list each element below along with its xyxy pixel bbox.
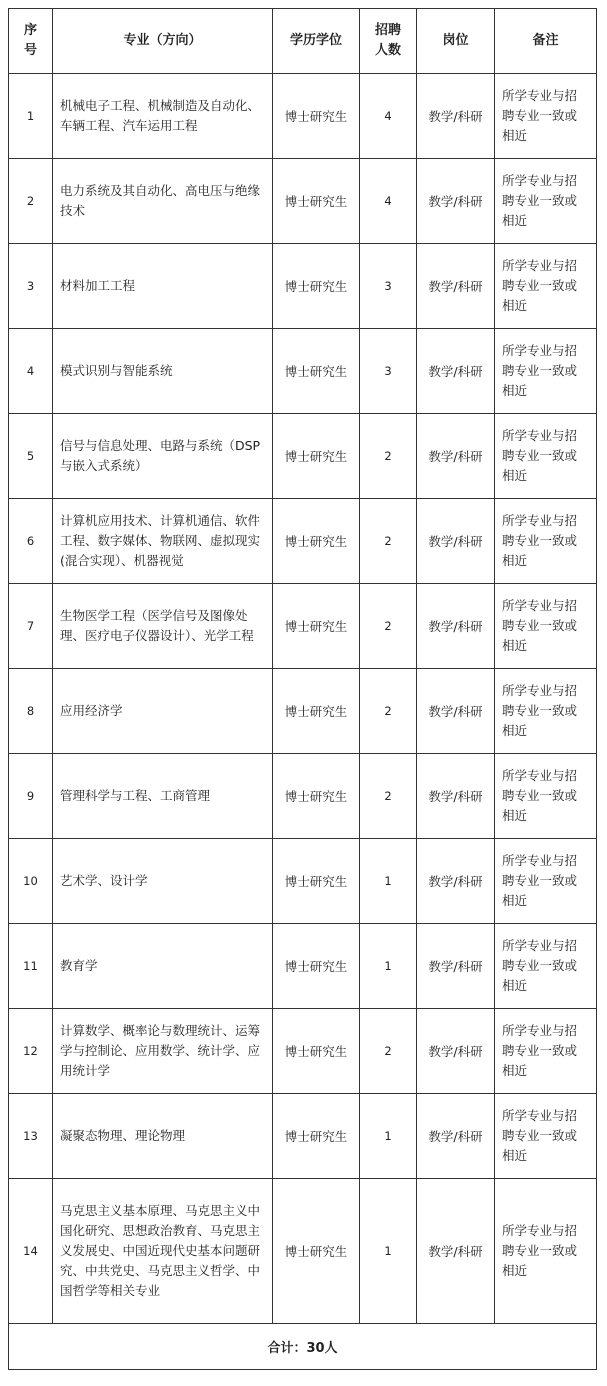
row-degree: 博士研究生	[273, 1094, 360, 1179]
row-count: 2	[360, 499, 417, 584]
row-number: 7	[9, 584, 53, 669]
header-post: 岗位	[417, 9, 495, 74]
row-post: 教学/科研	[417, 1179, 495, 1324]
row-count: 2	[360, 754, 417, 839]
row-note: 所学专业与招聘专业一致或相近	[495, 74, 597, 159]
row-note: 所学专业与招聘专业一致或相近	[495, 754, 597, 839]
row-major: 计算数学、概率论与数理统计、运筹学与控制论、应用数学、统计学、应用统计学	[53, 1009, 273, 1094]
row-note: 所学专业与招聘专业一致或相近	[495, 244, 597, 329]
total-row: 合计：30人	[9, 1324, 597, 1370]
row-major: 管理科学与工程、工商管理	[53, 754, 273, 839]
row-note: 所学专业与招聘专业一致或相近	[495, 1179, 597, 1324]
row-number: 1	[9, 74, 53, 159]
row-degree: 博士研究生	[273, 499, 360, 584]
table-row	[9, 924, 597, 1009]
row-count: 2	[360, 414, 417, 499]
row-degree: 博士研究生	[273, 1009, 360, 1094]
row-major: 计算机应用技术、计算机通信、软件工程、数字媒体、物联网、虚拟现实(混合实现）、机器视觉	[53, 499, 273, 584]
row-count: 1	[360, 1179, 417, 1324]
row-degree: 博士研究生	[273, 329, 360, 414]
header-major: 专业（方向）	[53, 9, 273, 74]
row-post: 教学/科研	[417, 669, 495, 754]
row-note: 所学专业与招聘专业一致或相近	[495, 839, 597, 924]
row-post: 教学/科研	[417, 414, 495, 499]
table-row	[9, 669, 597, 754]
row-count: 4	[360, 159, 417, 244]
table-row	[9, 754, 597, 839]
table-row	[9, 1009, 597, 1094]
table-row	[9, 499, 597, 584]
table-header	[9, 9, 597, 74]
row-post: 教学/科研	[417, 244, 495, 329]
row-note: 所学专业与招聘专业一致或相近	[495, 1094, 597, 1179]
row-number: 2	[9, 159, 53, 244]
row-degree: 博士研究生	[273, 244, 360, 329]
row-major: 艺术学、设计学	[53, 839, 273, 924]
row-count: 1	[360, 839, 417, 924]
row-post: 教学/科研	[417, 754, 495, 839]
row-post: 教学/科研	[417, 1094, 495, 1179]
row-degree: 博士研究生	[273, 839, 360, 924]
row-degree: 博士研究生	[273, 669, 360, 754]
row-note: 所学专业与招聘专业一致或相近	[495, 329, 597, 414]
header-note: 备注	[495, 9, 597, 74]
row-count: 3	[360, 244, 417, 329]
row-number: 14	[9, 1179, 53, 1324]
row-count: 1	[360, 1094, 417, 1179]
row-count: 2	[360, 669, 417, 754]
row-degree: 博士研究生	[273, 414, 360, 499]
header-degree: 学历学位	[273, 9, 360, 74]
row-note: 所学专业与招聘专业一致或相近	[495, 159, 597, 244]
row-number: 10	[9, 839, 53, 924]
row-number: 12	[9, 1009, 53, 1094]
row-degree: 博士研究生	[273, 754, 360, 839]
row-degree: 博士研究生	[273, 584, 360, 669]
recruitment-table	[8, 8, 597, 1370]
header-count: 招聘人数	[360, 9, 417, 74]
row-number: 3	[9, 244, 53, 329]
row-major: 材料加工工程	[53, 244, 273, 329]
table-row	[9, 159, 597, 244]
row-count: 2	[360, 584, 417, 669]
table-row	[9, 839, 597, 924]
table-row	[9, 329, 597, 414]
row-count: 3	[360, 329, 417, 414]
table-row	[9, 414, 597, 499]
table-row	[9, 244, 597, 329]
table-body	[9, 74, 597, 1324]
row-count: 1	[360, 924, 417, 1009]
row-major: 应用经济学	[53, 669, 273, 754]
header-no: 序号	[9, 9, 53, 74]
row-post: 教学/科研	[417, 329, 495, 414]
row-number: 4	[9, 329, 53, 414]
row-major: 电力系统及其自动化、高电压与绝缘技术	[53, 159, 273, 244]
row-note: 所学专业与招聘专业一致或相近	[495, 924, 597, 1009]
row-post: 教学/科研	[417, 159, 495, 244]
row-number: 9	[9, 754, 53, 839]
row-major: 生物医学工程（医学信号及图像处理、医疗电子仪器设计）、光学工程	[53, 584, 273, 669]
row-post: 教学/科研	[417, 499, 495, 584]
row-post: 教学/科研	[417, 839, 495, 924]
row-major: 信号与信息处理、电路与系统（DSP与嵌入式系统）	[53, 414, 273, 499]
table-row	[9, 74, 597, 159]
row-post: 教学/科研	[417, 924, 495, 1009]
row-number: 5	[9, 414, 53, 499]
row-number: 11	[9, 924, 53, 1009]
row-note: 所学专业与招聘专业一致或相近	[495, 1009, 597, 1094]
row-note: 所学专业与招聘专业一致或相近	[495, 584, 597, 669]
table-row	[9, 1094, 597, 1179]
row-number: 6	[9, 499, 53, 584]
row-count: 2	[360, 1009, 417, 1094]
row-major: 凝聚态物理、理论物理	[53, 1094, 273, 1179]
row-count: 4	[360, 74, 417, 159]
row-post: 教学/科研	[417, 74, 495, 159]
row-note: 所学专业与招聘专业一致或相近	[495, 499, 597, 584]
row-major: 马克思主义基本原理、马克思主义中国化研究、思想政治教育、马克思主义发展史、中国近现代史基本问题研究、中共党史、马克思主义哲学、中国哲学等相关专业	[53, 1179, 273, 1324]
row-note: 所学专业与招聘专业一致或相近	[495, 669, 597, 754]
row-degree: 博士研究生	[273, 1179, 360, 1324]
row-number: 13	[9, 1094, 53, 1179]
row-major: 机械电子工程、机械制造及自动化、车辆工程、汽车运用工程	[53, 74, 273, 159]
row-post: 教学/科研	[417, 584, 495, 669]
row-number: 8	[9, 669, 53, 754]
table-row	[9, 1179, 597, 1324]
row-major: 教育学	[53, 924, 273, 1009]
row-major: 模式识别与智能系统	[53, 329, 273, 414]
row-note: 所学专业与招聘专业一致或相近	[495, 414, 597, 499]
row-degree: 博士研究生	[273, 924, 360, 1009]
row-degree: 博士研究生	[273, 159, 360, 244]
row-post: 教学/科研	[417, 1009, 495, 1094]
table-row	[9, 584, 597, 669]
row-degree: 博士研究生	[273, 74, 360, 159]
